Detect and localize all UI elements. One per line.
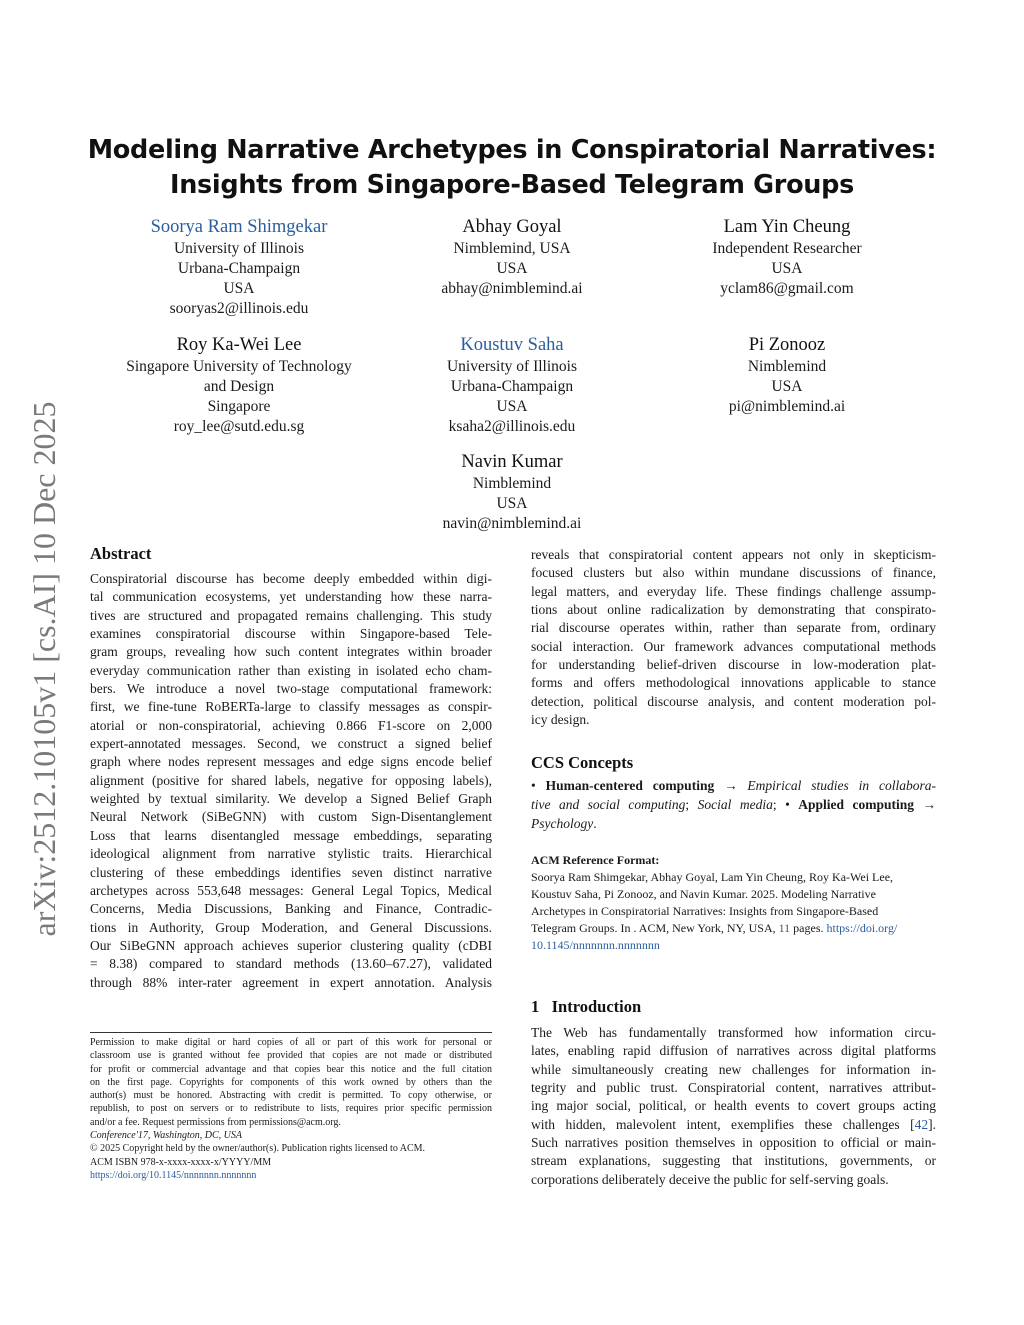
intro-line: The Web has fundamentally transformed how information circu-: [531, 1025, 936, 1040]
abstract-line: detection, political discourse analysis, and content moderation pol-: [531, 693, 936, 709]
author-affiliation: and Design: [203, 378, 275, 395]
abstract-line: first, we fine-tune RoBERTa-large to classify messages as conspir-: [90, 699, 492, 715]
footnote-rule: [90, 1032, 492, 1033]
author-country: USA: [496, 495, 528, 512]
abstract-line: legal matters, and everyday life. These findings challenge assump-: [531, 583, 936, 599]
abstract-line: tal communication ecosystems, yet understanding how these narra-: [90, 589, 492, 605]
abstract-line: forms and offers methodological innovations applicable to stance: [531, 675, 936, 691]
author-affiliation: Nimblemind, USA: [453, 240, 571, 257]
footnote-line: classroom use is granted without fee provided that copies are not made or distributed: [90, 1050, 492, 1062]
paper-title-line-1: Modeling Narrative Archetypes in Conspiratorial Narratives:: [87, 135, 937, 165]
intro-line: lates, enabling rapid diffusion of narratives across digital platforms: [531, 1043, 936, 1059]
acm-reference-line: pages.: [790, 921, 827, 935]
abstract-body: [90, 570, 492, 992]
author-block: [94, 333, 384, 437]
author-name-link[interactable]: Koustuv Saha: [460, 335, 564, 355]
author-email: ksaha2@illinois.edu: [448, 418, 576, 435]
doi-link[interactable]: https://doi.org/: [826, 921, 898, 935]
abstract-line: Concerns, Media Discussions, Banking and Finance, Contradic-: [90, 901, 492, 917]
acm-reference-line: Archetypes in Conspiratorial Narratives: Insights from Singapore-Based: [531, 904, 879, 918]
ccs-empirical-studies-cont: tive and social computing: [531, 797, 686, 812]
author-country: Singapore: [207, 398, 271, 415]
ccs-bullet: •: [785, 797, 790, 812]
abstract-line: Loss that learns disentangled message embeddings, separating: [90, 827, 492, 843]
footnote-line: Permission to make digital or hard copies of all or part of this work for personal or: [90, 1037, 492, 1048]
author-affiliation: Nimblemind: [472, 475, 552, 492]
author-affiliation: Urbana-Champaign: [450, 378, 574, 395]
ccs-social-media: Social media: [697, 797, 773, 812]
abstract-line: bers. We introduce a novel two-stage computational framework:: [90, 681, 492, 697]
abstract-line: social interaction. Our framework advances computational methods: [531, 638, 936, 654]
author-name: Roy Ka-Wei Lee: [176, 335, 302, 355]
abstract-line: for understanding belief-driven discourse in low-moderation plat-: [531, 657, 936, 673]
abstract-line: archetypes across 553,648 messages: General Legal Topics, Medical: [90, 882, 492, 898]
abstract-line: Neural Network (SiBeGNN) with custom Sign-Disentanglement: [90, 809, 492, 825]
footnote-line: republish, to post on servers or to redistribute to lists, requires prior specific permission: [90, 1103, 492, 1115]
intro-line: ing major social, political, or health events to covert groups acting: [531, 1098, 936, 1114]
intro-line: tegrity and public trust. Conspiratorial content, narratives attribut-: [531, 1080, 936, 1096]
author-affiliation: Singapore University of Technology: [126, 358, 352, 375]
ccs-empirical-studies: Empirical studies in collabora-: [747, 778, 936, 793]
intro-heading: [531, 997, 641, 1017]
intro-line: stream explanations, suggesting that institutions, governments, or: [531, 1153, 936, 1169]
abstract-line: Our SiBeGNN approach achieves superior clustering quality (cDBI: [90, 937, 492, 953]
author-affiliation: University of Illinois: [446, 358, 578, 375]
abstract-line: ideological alignment from narrative stylistic traits. Hierarchical: [90, 846, 492, 862]
section-title: Introduction: [551, 997, 642, 1016]
footnote-doi-link[interactable]: https://doi.org/10.1145/nnnnnnn.nnnnnnn: [90, 1169, 257, 1181]
ccs-arrow: →: [922, 797, 936, 812]
abstract-line: gram groups, revealing how such content integrates within broader: [90, 644, 492, 660]
abstract-line: clustering of these embeddings identifies seven distinct narrative: [90, 864, 492, 880]
author-email: yclam86@gmail.com: [720, 280, 854, 297]
section-number: 1: [531, 997, 540, 1016]
ccs-bullet: •: [531, 778, 536, 793]
abstract-line: Conspiratorial discourse has become deeply embedded within digi-: [90, 571, 492, 586]
footnote-line: and/or a fee. Request permissions from permissions@acm.org.: [90, 1116, 341, 1128]
abstract-line: tions in Authority, Group Moderation, and General Discussions.: [90, 919, 492, 935]
ccs-psychology: Psychology: [531, 816, 594, 831]
acm-reference: [531, 852, 936, 954]
author-email: roy_lee@sutd.edu.sg: [173, 418, 305, 435]
acm-reference-line: Soorya Ram Shimgekar, Abhay Goyal, Lam Yin Cheung, Roy Ka-Wei Lee,: [531, 870, 894, 884]
author-name: Navin Kumar: [461, 452, 563, 472]
author-block: [367, 333, 657, 437]
isbn-line: ACM ISBN 978-x-xxxx-xxxx-x/YYYY/MM: [90, 1156, 272, 1168]
author-country: USA: [223, 280, 255, 297]
ccs-sep: ;: [772, 797, 777, 812]
abstract-line: atorial or non-conspiratorial, achieving 0.866 F1-score on 2,000: [90, 717, 492, 733]
author-email: sooryas2@illinois.edu: [169, 300, 309, 317]
abstract-line: tives are structured and propagated remains challenging. This study: [90, 607, 492, 623]
abstract-line: icy design.: [531, 712, 590, 728]
page-count-link[interactable]: 11: [778, 921, 791, 935]
abstract-line: weighted by textual similarity. We develop a Signed Belief Graph: [90, 791, 492, 807]
ccs-concepts-heading: CCS Concepts: [531, 753, 634, 772]
abstract-line: tions about online radicalization by demonstrating that conspirato-: [531, 602, 936, 618]
author-email: abhay@nimblemind.ai: [441, 280, 583, 297]
author-name: Abhay Goyal: [462, 217, 562, 237]
ccs-human-centered: Human-centered computing: [545, 778, 715, 793]
author-country: USA: [771, 378, 803, 395]
author-country: USA: [771, 260, 803, 277]
abstract-line: rial discourse operates within, rather than separate from, ordinary: [531, 620, 936, 636]
paper-title-line-2: Insights from Singapore-Based Telegram Groups: [170, 170, 854, 200]
author-name: Pi Zonooz: [748, 335, 826, 355]
author-email: navin@nimblemind.ai: [442, 515, 582, 532]
author-affiliation: University of Illinois: [173, 240, 305, 257]
author-country: USA: [496, 260, 528, 277]
author-block: [94, 215, 384, 319]
acm-reference-line: Telegram Groups. In . ACM, New York, NY, USA,: [531, 921, 779, 935]
abstract-line: focused clusters but also within mundane discussions of finance,: [531, 565, 936, 581]
citation-link[interactable]: 42: [914, 1116, 929, 1132]
conference-line: Conference'17, Washington, DC, USA: [90, 1130, 242, 1142]
acm-reference-heading: ACM Reference Format:: [531, 853, 660, 867]
abstract-line: reveals that conspiratorial content appears not only in skepticism-: [531, 547, 936, 562]
footnote-line: for profit or commercial advantage and that copies bear this notice and the full citation: [90, 1063, 492, 1075]
doi-link-cont[interactable]: 10.1145/nnnnnnn.nnnnnnn: [531, 938, 660, 952]
intro-line: Such narratives position themselves in opposition to official or main-: [531, 1135, 936, 1151]
author-affiliation: Nimblemind: [747, 358, 827, 375]
abstract-line: everyday communication rather than existing in isolated echo cham-: [90, 662, 492, 678]
ccs-concepts-body: [531, 777, 936, 834]
abstract-line: examines conspiratorial discourse within Singapore-based Tele-: [90, 626, 492, 642]
ccs-applied-computing: Applied computing: [798, 797, 915, 812]
intro-line: ].: [928, 1116, 936, 1132]
abstract-line: through 88% inter-rater agreement in expert annotation. Analysis: [90, 974, 492, 990]
intro-body: [531, 1024, 936, 1189]
author-name-link[interactable]: Soorya Ram Shimgekar: [150, 217, 328, 237]
ccs-arrow: →: [724, 778, 738, 793]
abstract-heading: Abstract: [90, 544, 152, 563]
footnote-line: author(s) must be honored. Abstracting with credit is permitted. To copy otherwise, or: [90, 1090, 492, 1102]
footnote-line: on the first page. Copyrights for components of this work owned by others than the: [90, 1076, 492, 1088]
intro-line: corporations deliberately deceive the public for self-serving goals.: [531, 1171, 889, 1187]
abstract-line: graph where nodes represent messages and edge signs encode belief: [90, 754, 492, 770]
author-block: [367, 215, 657, 299]
ccs-dot: .: [593, 816, 597, 831]
copyright-line: © 2025 Copyright held by the owner/author(s). Publication rights licensed to ACM.: [90, 1143, 426, 1155]
author-block: [642, 333, 932, 417]
author-block: [642, 215, 932, 299]
author-affiliation: Urbana-Champaign: [177, 260, 301, 277]
ccs-sep: ;: [685, 797, 690, 812]
author-block: [367, 450, 657, 534]
abstract-line: alignment (positive for shared labels, negative for opposing labels),: [90, 772, 492, 788]
abstract-line: expert-annotated messages. Second, we construct a signed belief: [90, 736, 492, 752]
abstract-body-continued: [531, 546, 936, 729]
abstract-line: = 8.38) compared to standard methods (13.60–67.27), validated: [90, 956, 492, 972]
author-affiliation: Independent Researcher: [712, 240, 862, 257]
intro-line: while simultaneously creating new challenges for information in-: [531, 1061, 936, 1077]
acm-reference-line: Koustuv Saha, Pi Zonooz, and Navin Kumar. 2025. Modeling Narrative: [531, 887, 876, 901]
author-country: USA: [496, 398, 528, 415]
author-name: Lam Yin Cheung: [723, 217, 851, 237]
permission-footnote: [90, 1036, 492, 1182]
intro-line: with hidden, malevolent intent, exemplifies these challenges [: [531, 1116, 915, 1132]
author-email: pi@nimblemind.ai: [728, 398, 846, 415]
arxiv-identifier: arXiv:2512.10105v1 [cs.AI] 10 Dec 2025: [26, 401, 62, 937]
